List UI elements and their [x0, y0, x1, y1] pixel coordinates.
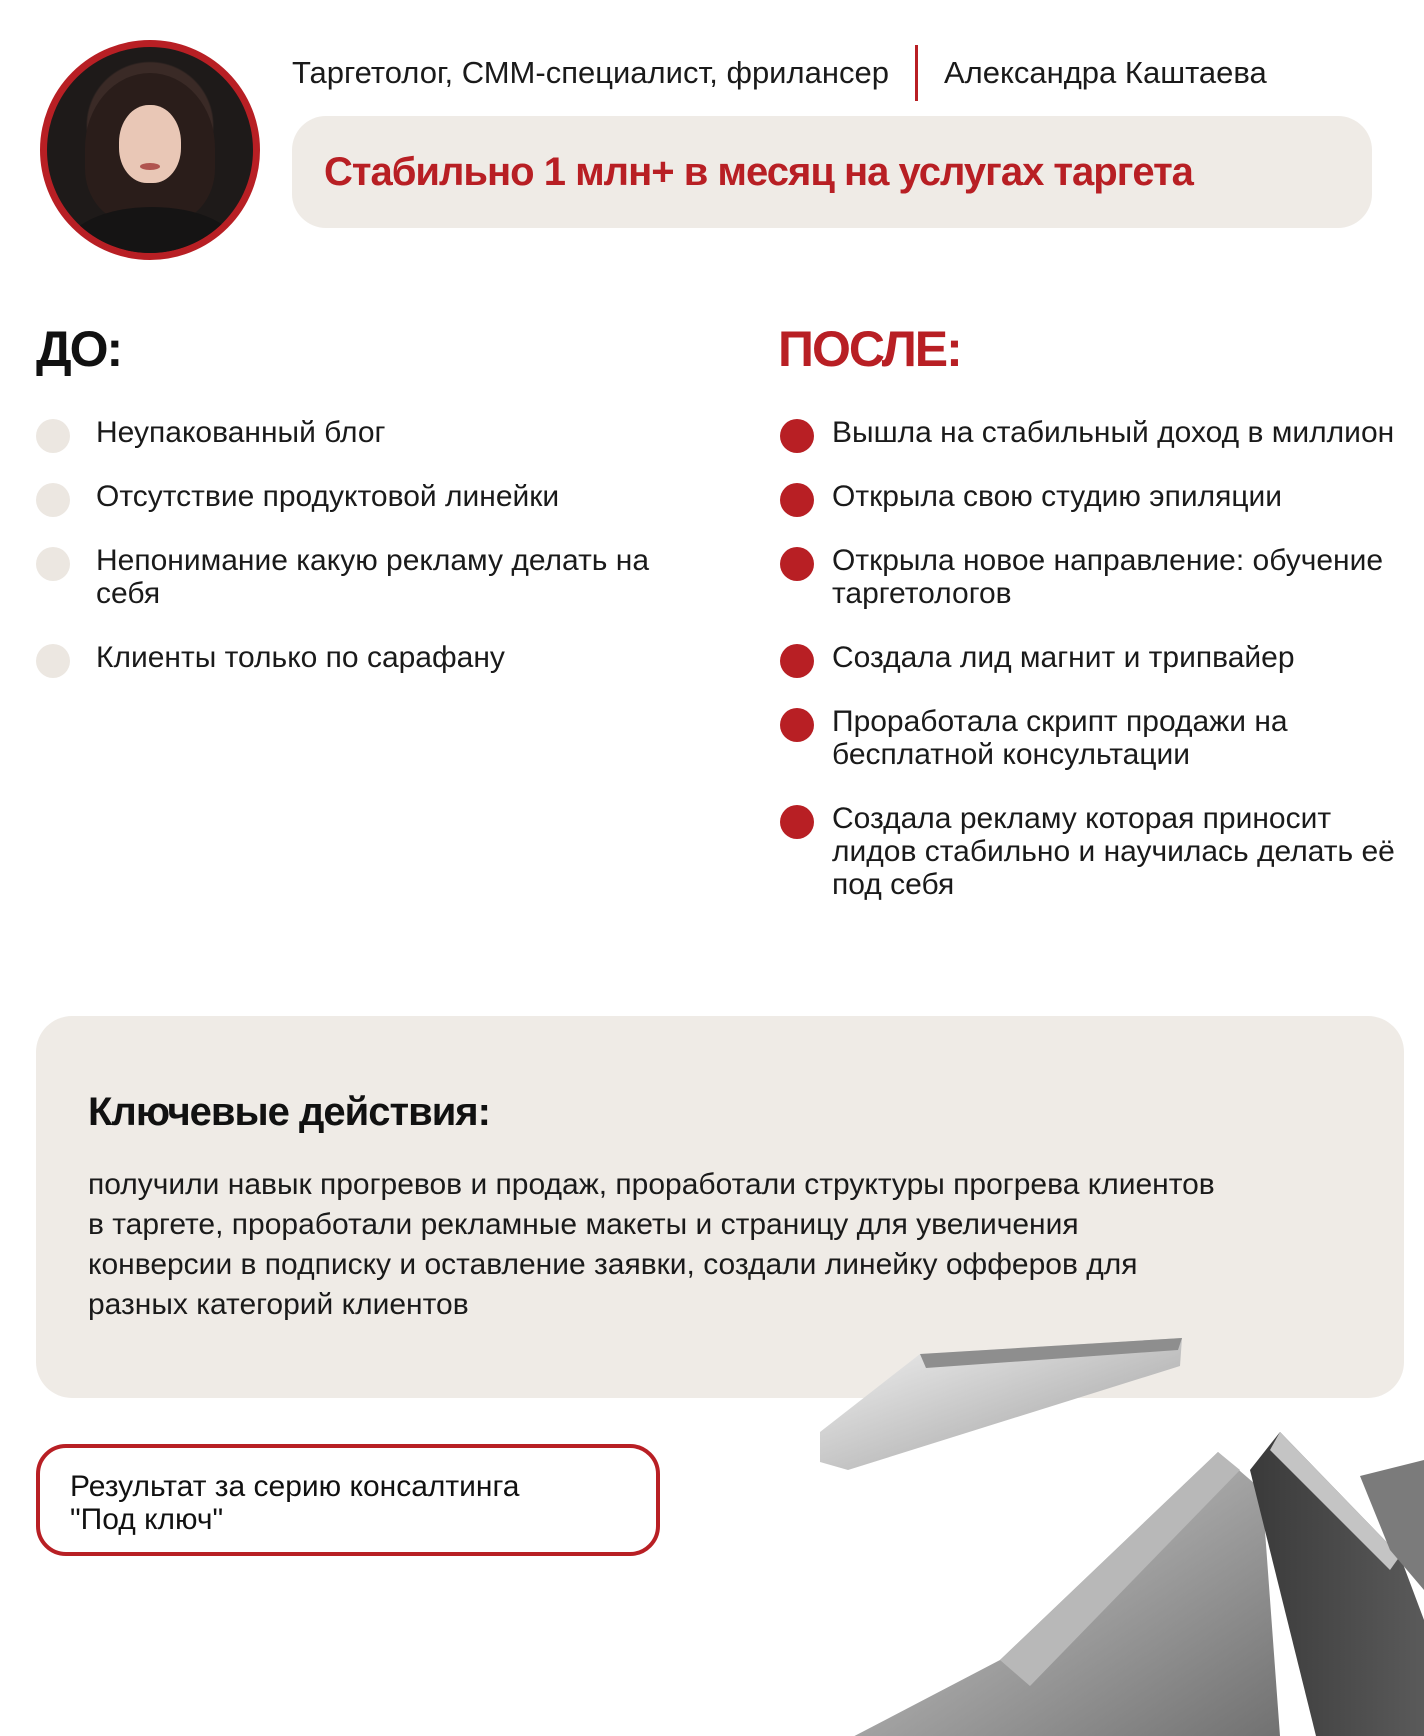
person-name: Александра Каштаева [943, 55, 1267, 90]
bullet-icon [780, 419, 814, 453]
list-item: Непонимание какую рекламу делать на себя [36, 544, 716, 610]
bullet-icon [36, 483, 70, 517]
bullet-icon [780, 708, 814, 742]
before-list [36, 416, 716, 705]
metal-shapes-decoration [800, 1320, 1424, 1736]
list-item: Создала лид магнит и трипвайер [780, 641, 1400, 674]
key-actions-text: получили навык прогревов и продаж, проработали структуры прогрева клиентов в таргете, проработали рекламные макеты и страницу для увеличения конверсии в подписку и оставление заявки, создали линейку офферов для разных категорий клиентов [88, 1168, 1215, 1321]
bullet-icon [36, 644, 70, 678]
list-item: Открыла свою студию эпиляции [780, 480, 1400, 513]
list-item: Неупакованный блог [36, 416, 716, 449]
bullet-icon [780, 547, 814, 581]
list-item: Создала рекламу которая приносит лидов стабильно и научилась делать её под себя [780, 802, 1400, 901]
header-line [292, 50, 1267, 96]
after-list [780, 416, 1400, 932]
bullet-icon [36, 547, 70, 581]
list-item: Отсутствие продуктовой линейки [36, 480, 716, 513]
header-divider [915, 45, 918, 101]
list-item: Вышла на стабильный доход в миллион [780, 416, 1400, 449]
list-item: Открыла новое направление: обучение таргетологов [780, 544, 1400, 610]
role-text: Таргетолог, СММ-специалист, фрилансер [292, 55, 889, 90]
bullet-icon [780, 483, 814, 517]
list-item: Клиенты только по сарафану [36, 641, 716, 674]
key-actions-title: Ключевые действия: [88, 1090, 490, 1134]
list-item: Проработала скрипт продажи на бесплатной консультации [780, 705, 1400, 771]
after-title: ПОСЛЕ: [778, 321, 961, 377]
bullet-icon [36, 419, 70, 453]
bullet-icon [780, 644, 814, 678]
bullet-icon [780, 805, 814, 839]
avatar [40, 40, 260, 260]
before-title: ДО: [36, 321, 122, 377]
result-label: Результат за серию консалтинга "Под ключ" [36, 1444, 660, 1556]
headline-banner [292, 116, 1372, 228]
headline-text: Стабильно 1 млн+ в месяц на услугах таргета [324, 149, 1193, 194]
